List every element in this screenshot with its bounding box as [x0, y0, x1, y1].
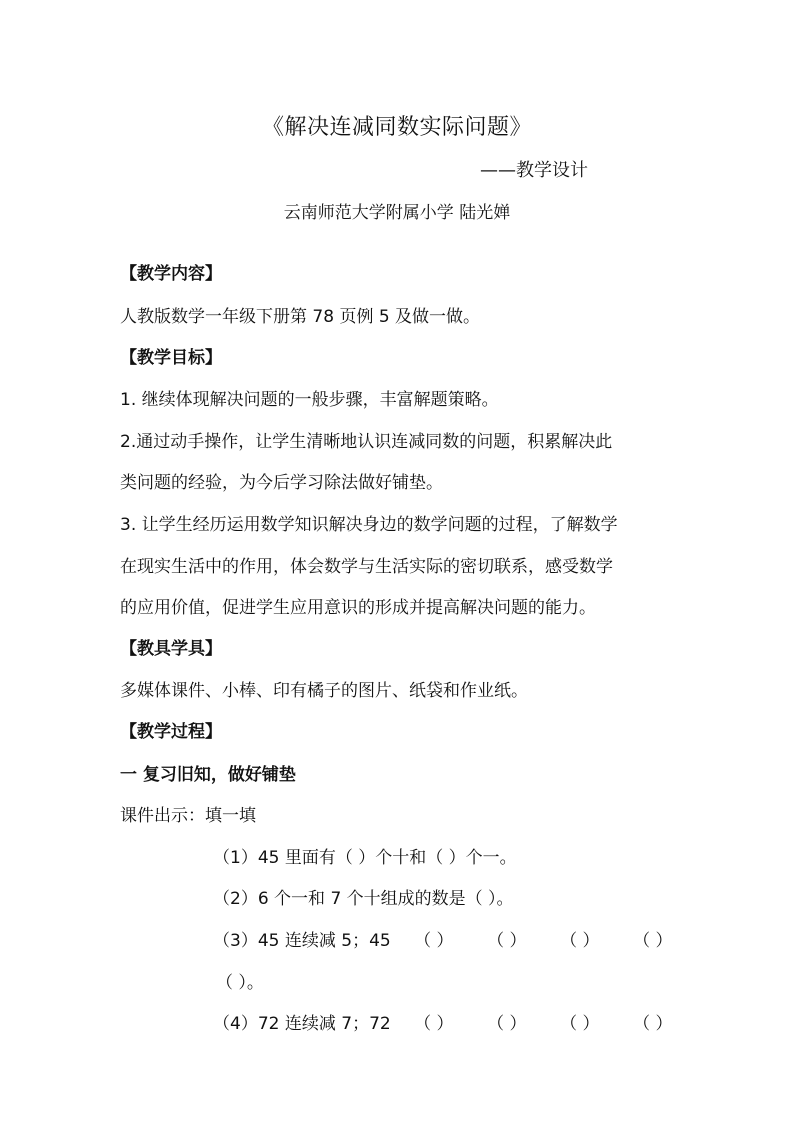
section-heading-goals: 【教学目标】 — [120, 348, 222, 368]
exercise-4-prefix: （4）72 连续减 7；72 — [213, 1014, 391, 1034]
goal-3-line-1: 3. 让学生经历运用数学知识解决身边的数学问题的过程，了解数学 — [120, 515, 618, 535]
exercise-4-blanks — [414, 1012, 706, 1036]
blank: （ ） — [560, 1014, 600, 1034]
blank: （ ） — [487, 1014, 527, 1034]
blank: （ ） — [633, 931, 673, 951]
section-heading-content: 【教学内容】 — [120, 264, 222, 284]
goal-1: 1. 继续体现解决问题的一般步骤，丰富解题策略。 — [120, 390, 499, 410]
tools-text: 多媒体课件、小棒、印有橘子的图片、纸袋和作业纸。 — [120, 681, 528, 701]
content-text: 人教版数学一年级下册第 78 页例 5 及做一做。 — [120, 307, 481, 327]
section-heading-tools: 【教具学具】 — [120, 639, 222, 659]
step-1-heading: 一 复习旧知，做好铺垫 — [120, 765, 296, 785]
exercise-3 — [213, 929, 706, 953]
exercise-3-prefix: （3）45 连续减 5；45 — [213, 931, 391, 951]
blank: （ ） — [487, 931, 527, 951]
exercise-3-continuation: （ ）。 — [216, 973, 264, 993]
document-title: 《解决连减同数实际问题》 — [261, 115, 532, 140]
blank: （ ） — [414, 1014, 454, 1034]
blank: （ ） — [633, 1014, 673, 1034]
author-line: 云南师范大学附属小学 陆光婵 — [283, 203, 511, 223]
goal-3-line-3: 的应用价值，促进学生应用意识的形成并提高解决问题的能力。 — [120, 598, 596, 618]
exercise-1: （1）45 里面有（ ）个十和（ ）个一。 — [213, 848, 517, 868]
goal-2-line-1: 2.通过动手操作，让学生清晰地认识连减同数的问题，积累解决此 — [120, 432, 613, 452]
blank: （ ） — [414, 931, 454, 951]
goal-3-line-2: 在现实生活中的作用，体会数学与生活实际的密切联系，感受数学 — [120, 557, 613, 577]
document-subtitle: ——教学设计 — [480, 160, 588, 181]
courseware-label: 课件出示：填一填 — [120, 806, 256, 826]
exercise-3-blanks — [414, 929, 706, 953]
exercise-4 — [213, 1012, 706, 1036]
goal-2-line-2: 类问题的经验，为今后学习除法做好铺垫。 — [120, 473, 443, 493]
section-heading-process: 【教学过程】 — [120, 722, 222, 742]
blank: （ ） — [560, 931, 600, 951]
exercise-2: （2）6 个一和 7 个十组成的数是（ ）。 — [213, 889, 514, 909]
